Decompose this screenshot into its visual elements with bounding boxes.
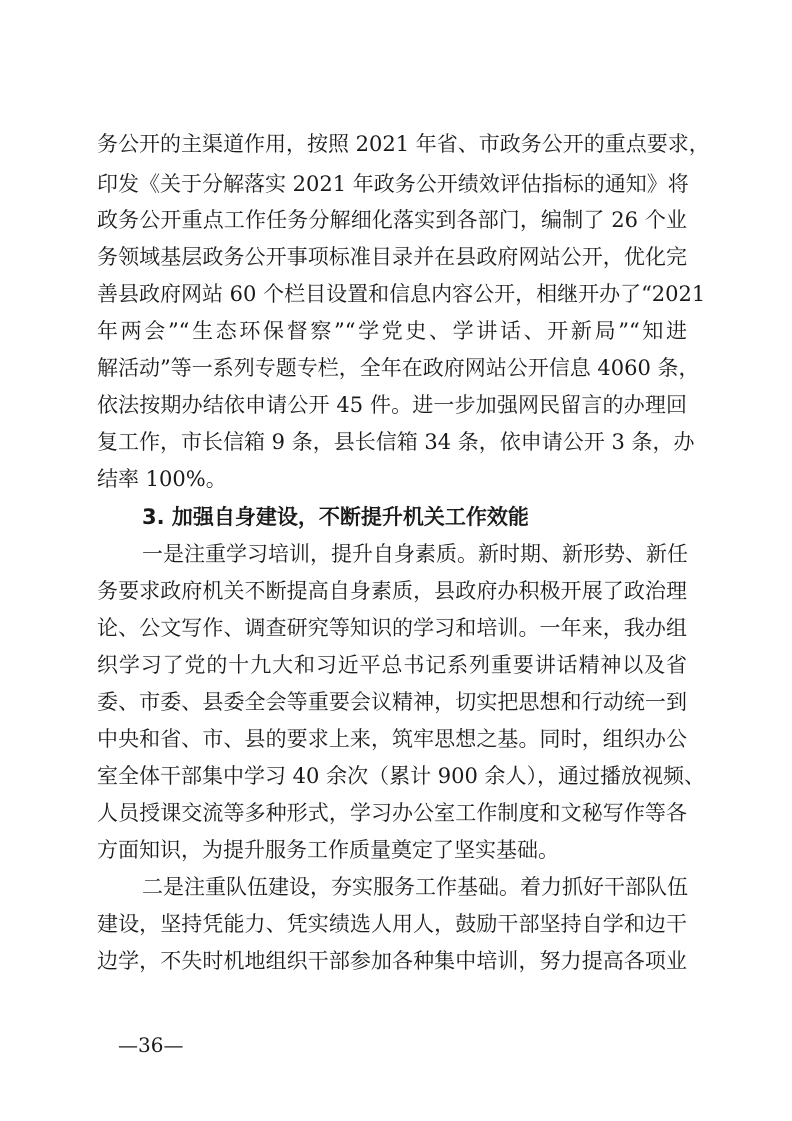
text-line: 务要求政府机关不断提高自身素质，县政府办积极开展了政治理 [97,579,687,603]
page-number: —36— [118,1033,184,1057]
text-line: 复工作，市长信箱 9 条，县长信箱 34 条，依申请公开 3 条，办 [97,430,695,454]
text-line: 结率 100%。 [97,467,227,491]
text-line: 建设，坚持凭能力、凭实绩选人用人，鼓励干部坚持自学和边干 [97,912,687,936]
text-line: 委、市委、县委全会等重要会议精神，切实把思想和行动统一到 [97,690,687,714]
text-line: 边学，不失时机地组织干部参加各种集中培训，努力提高各项业 [97,949,687,973]
text-line: 年两会”“生态环保督察”“学党史、学讲话、开新局”“知进 [97,319,687,343]
text-line: 方面知识，为提升服务工作质量奠定了坚实基础。 [97,838,559,862]
text-line: 织学习了党的十九大和习近平总书记系列重要讲话精神以及省 [97,653,687,677]
text-line: 室全体干部集中学习 40 余次（累计 900 余人），通过播放视频、 [97,764,706,788]
text-line: 印发《关于分解落实 2021 年政务公开绩效评估指标的通知》将 [97,172,689,196]
text-line: 政务公开重点工作任务分解细化落实到各部门，编制了 26 个业 [97,208,687,232]
text-line: 依法按期办结依申请公开 45 件。进一步加强网民留言的办理回 [97,393,687,417]
paragraph-first-line: 一是注重学习培训，提升自身素质。新时期、新形势、新任 [142,542,688,566]
text-line: 务公开的主渠道作用，按照 2021 年省、市政务公开的重点要求， [97,132,710,156]
text-line: 中央和省、市、县的要求上来，筑牢思想之基。同时，组织办公 [97,727,687,751]
text-line: 务领域基层政务公开事项标准目录并在县政府网站公开，优化完 [97,245,687,269]
paragraph-first-line: 二是注重队伍建设，夯实服务工作基础。着力抓好干部队伍 [142,875,688,899]
section-heading: 3. 加强自身建设，不断提升机关工作效能 [142,505,529,529]
text-line: 人员授课交流等多种形式，学习办公室工作制度和文秘写作等各 [97,801,687,825]
text-line: 论、公文写作、调查研究等知识的学习和培训。一年来，我办组 [97,616,687,640]
text-line: 解活动”等一系列专题专栏，全年在政府网站公开信息 4060 条， [97,356,700,380]
text-line: 善县政府网站 60 个栏目设置和信息内容公开，相继开办了“2021 [97,282,706,306]
